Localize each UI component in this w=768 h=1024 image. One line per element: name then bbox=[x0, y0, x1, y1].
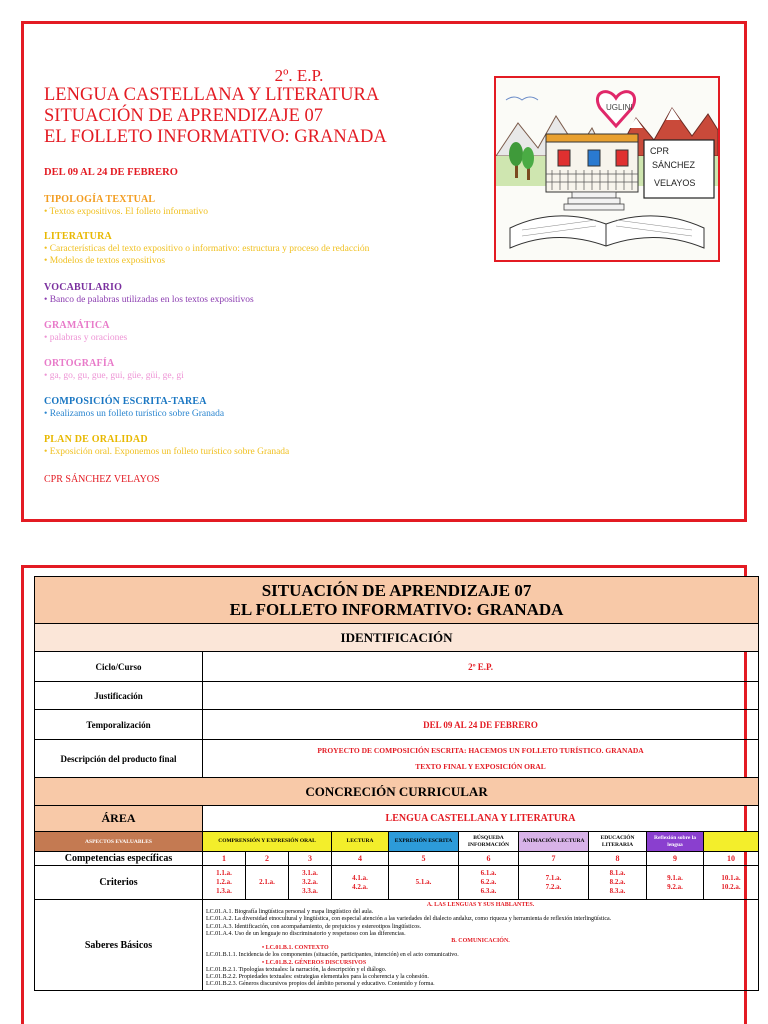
cover-dates: DEL 09 AL 24 DE FEBRERO bbox=[44, 167, 178, 178]
aspect-cell: LECTURA bbox=[332, 832, 389, 852]
criterio-cell bbox=[459, 866, 519, 900]
aspect-cell bbox=[704, 832, 759, 852]
temporalizacion-row bbox=[35, 710, 759, 740]
section-oralidad bbox=[44, 434, 289, 458]
criterio: 9.2.a. bbox=[667, 882, 683, 891]
section-heading: ORTOGRAFÍA bbox=[44, 358, 115, 369]
section-item: • palabras y oraciones bbox=[44, 333, 128, 343]
criterio: 2.1.a. bbox=[259, 878, 275, 886]
criterio-cell bbox=[647, 866, 704, 900]
competencia-number: 2 bbox=[246, 852, 289, 866]
competencia-number: 9 bbox=[647, 852, 704, 866]
section-heading: VOCABULARIO bbox=[44, 282, 123, 293]
criterio: 3.3.a. bbox=[302, 887, 318, 895]
situation-title-line: EL FOLLETO INFORMATIVO: GRANADA bbox=[229, 600, 564, 619]
section-heading: COMPOSICIÓN ESCRITA-TAREA bbox=[44, 396, 207, 407]
justificacion-value bbox=[203, 682, 759, 710]
competencia-number: 6 bbox=[459, 852, 519, 866]
justificacion-row bbox=[35, 682, 759, 710]
saberes-content bbox=[203, 900, 759, 991]
criterio: 4.1.a. bbox=[352, 873, 368, 882]
competencia-number: 4 bbox=[332, 852, 389, 866]
situation-title-line: SITUACIÓN DE APRENDIZAJE 07 bbox=[261, 581, 532, 600]
saberes-item: LC.01.B.2.3. Géneros discursivos propios del ámbito personal y educativo. Contenido y forma. bbox=[206, 981, 435, 988]
temporalizacion-label: Temporalización bbox=[35, 710, 203, 740]
title-row bbox=[35, 577, 759, 624]
heart-text: UGLINI bbox=[606, 103, 633, 112]
sign-line: VELAYOS bbox=[654, 178, 696, 188]
ciclo-row bbox=[35, 652, 759, 682]
section-item: • Banco de palabras utilizadas en los textos expositivos bbox=[44, 295, 254, 305]
criterio-cell bbox=[246, 866, 289, 900]
aspectos-row bbox=[35, 832, 759, 852]
section-ortografia bbox=[44, 358, 184, 382]
saberes-item: LC.01.A.3. Identificación, con acompañamiento, de prejuicios y estereotipos lingüísticos. bbox=[206, 923, 422, 930]
section-item: • Exposición oral. Exponemos un folleto turístico sobre Granada bbox=[44, 447, 290, 457]
identificacion-heading: IDENTIFICACIÓN bbox=[35, 624, 759, 652]
criterio: 7.2.a. bbox=[545, 882, 562, 891]
cover-grade: 2º. E.P. bbox=[274, 66, 324, 85]
section-heading: GRAMÁTICA bbox=[44, 320, 110, 331]
criterio: 3.2.a. bbox=[302, 878, 318, 886]
sign-line: SÁNCHEZ bbox=[652, 160, 696, 170]
section-heading: TIPOLOGÍA TEXTUAL bbox=[44, 194, 156, 205]
criterio: 8.2.a. bbox=[609, 878, 626, 886]
saberes-heading: A. LAS LENGUAS Y SUS HABLANTES. bbox=[426, 902, 535, 908]
aspect-cell: EXPRESIÓN ESCRITA bbox=[389, 832, 459, 852]
section-item: • ga, go, gu, gue, gui, güe, güi, ge, gi bbox=[44, 371, 184, 381]
criterio: 1.2.a. bbox=[216, 878, 232, 886]
aspect-cell: BÚSQUEDA INFORMACIÓN bbox=[459, 832, 519, 852]
section-composicion bbox=[44, 396, 224, 420]
concrecion-row bbox=[35, 778, 759, 806]
saberes-item: LC.01.B.2.2. Propiedades textuales: estrategias elementales para la coherencia y la cohesión. bbox=[206, 974, 429, 981]
school-drawing-art bbox=[496, 78, 718, 260]
aspect-cell: EDUCACIÓN LITERARIA bbox=[589, 832, 647, 852]
situation-title bbox=[35, 577, 759, 624]
saberes-item: LC.01.A.2. La diversidad etnocultural y lingüística, con especial atención a las variedades del dialecto andaluz, como riqueza y herramienta de reflexión interlingüística. bbox=[206, 916, 612, 923]
section-item: • Modelos de textos expositivos bbox=[44, 256, 166, 266]
saberes-item: LC.01.A.1. Biografía lingüística personal y mapa lingüístico del aula. bbox=[206, 909, 374, 916]
section-tipologia bbox=[44, 194, 208, 218]
criterio: 6.1.a. bbox=[480, 869, 497, 877]
identificacion-row bbox=[35, 624, 759, 652]
aspect-cell: COMPRENSIÓN Y EXPRESIÓN ORAL bbox=[203, 832, 332, 852]
temporalizacion-value: DEL 09 AL 24 DE FEBRERO bbox=[203, 710, 759, 740]
criterio: 4.2.a. bbox=[352, 882, 368, 891]
criterio-cell bbox=[203, 866, 246, 900]
competencia-number: 8 bbox=[589, 852, 647, 866]
school-drawing bbox=[494, 76, 720, 262]
saberes-subheading: • LC.01.B.2. GÉNEROS DISCURSIVOS bbox=[262, 959, 367, 966]
criterio: 10.1.a. bbox=[721, 873, 741, 882]
criterio: 1.3.a. bbox=[216, 887, 232, 895]
descripcion-row bbox=[35, 740, 759, 778]
section-vocabulario bbox=[44, 282, 254, 306]
section-heading: PLAN DE ORALIDAD bbox=[44, 434, 148, 445]
section-heading: LITERATURA bbox=[44, 231, 112, 242]
criterio-cell bbox=[389, 866, 459, 900]
cover-title-block bbox=[44, 66, 464, 148]
criterio: 5.1.a. bbox=[415, 878, 432, 886]
criterio: 9.1.a. bbox=[667, 873, 683, 882]
area-value: LENGUA CASTELLANA Y LITERATURA bbox=[203, 806, 759, 832]
competencia-number: 7 bbox=[519, 852, 589, 866]
saberes-heading: B. COMUNICACIÓN. bbox=[451, 938, 510, 945]
criterio: 1.1.a. bbox=[216, 869, 232, 877]
aspect-cell: Reflexión sobre la lengua bbox=[647, 832, 704, 852]
competencias-row bbox=[35, 852, 759, 866]
section-item: • Textos expositivos. El folleto informativo bbox=[44, 207, 208, 217]
competencias-label: Competencias específicas bbox=[35, 852, 203, 866]
section-item: • Realizamos un folleto turístico sobre Granada bbox=[44, 409, 225, 419]
criterio: 8.3.a. bbox=[609, 887, 626, 895]
area-row bbox=[35, 806, 759, 832]
concrecion-heading: CONCRECIÓN CURRICULAR bbox=[35, 778, 759, 806]
criterio: 7.1.a. bbox=[545, 873, 562, 882]
criterio-cell bbox=[289, 866, 332, 900]
aspectos-label: ASPECTOS EVALUABLES bbox=[35, 832, 203, 852]
curricular-page bbox=[21, 565, 747, 1024]
curricular-table bbox=[34, 576, 759, 991]
area-label: ÁREA bbox=[35, 806, 203, 832]
saberes-subheading: • LC.01.B.1. CONTEXTO bbox=[262, 945, 329, 952]
justificacion-label: Justificación bbox=[35, 682, 203, 710]
competencia-number: 5 bbox=[389, 852, 459, 866]
cover-title-line: SITUACIÓN DE APRENDIZAJE 07 bbox=[44, 106, 324, 126]
cover-school-name: CPR SÁNCHEZ VELAYOS bbox=[44, 474, 160, 485]
saberes-item: LC.01.B.2.1. Tipologías textuales: la narración, la descripción y el diálogo. bbox=[206, 966, 387, 973]
saberes-label: Saberes Básicos bbox=[35, 900, 203, 991]
aspect-cell: ANIMACIÓN LECTURA bbox=[519, 832, 589, 852]
competencia-number: 10 bbox=[704, 852, 759, 866]
section-item: • Características del texto expositivo o informativo: estructura y proceso de redacción bbox=[44, 244, 370, 254]
criterios-row bbox=[35, 866, 759, 900]
section-gramatica bbox=[44, 320, 127, 344]
descripcion-line: PROYECTO DE COMPOSICIÓN ESCRITA: HACEMOS UN FOLLETO TURÍSTICO. GRANADA bbox=[317, 745, 644, 755]
criterio: 3.1.a. bbox=[302, 869, 318, 877]
saberes-row bbox=[35, 900, 759, 991]
ciclo-value: 2º E.P. bbox=[203, 652, 759, 682]
cover-title-line: LENGUA CASTELLANA Y LITERATURA bbox=[44, 85, 380, 105]
criterio-cell bbox=[589, 866, 647, 900]
cover-page bbox=[21, 21, 747, 522]
descripcion-value bbox=[203, 740, 759, 778]
saberes-item: LC.01.B.1.1. Incidencia de los componentes (situación, participantes, intención) en el acto comunicativo. bbox=[206, 952, 459, 959]
saberes-item: LC.01.A.4. Uso de un lenguaje no discriminatorio y respetuoso con las diferencias. bbox=[206, 930, 406, 937]
criterio: 8.1.a. bbox=[609, 869, 626, 877]
criterios-label: Criterios bbox=[35, 866, 203, 900]
criterio-cell bbox=[332, 866, 389, 900]
criterio: 6.3.a. bbox=[480, 887, 497, 895]
cover-title-line: EL FOLLETO INFORMATIVO: GRANADA bbox=[44, 127, 387, 147]
sign-line: CPR bbox=[650, 146, 670, 156]
ciclo-label: Ciclo/Curso bbox=[35, 652, 203, 682]
criterio: 6.2.a. bbox=[480, 878, 497, 886]
criterio-cell bbox=[704, 866, 759, 900]
section-literatura bbox=[44, 231, 369, 267]
competencia-number: 1 bbox=[203, 852, 246, 866]
competencia-number: 3 bbox=[289, 852, 332, 866]
criterio: 10.2.a. bbox=[721, 882, 741, 891]
criterio-cell bbox=[519, 866, 589, 900]
descripcion-label: Descripción del producto final bbox=[35, 740, 203, 778]
descripcion-line: TEXTO FINAL Y EXPOSICIÓN ORAL bbox=[415, 761, 546, 771]
